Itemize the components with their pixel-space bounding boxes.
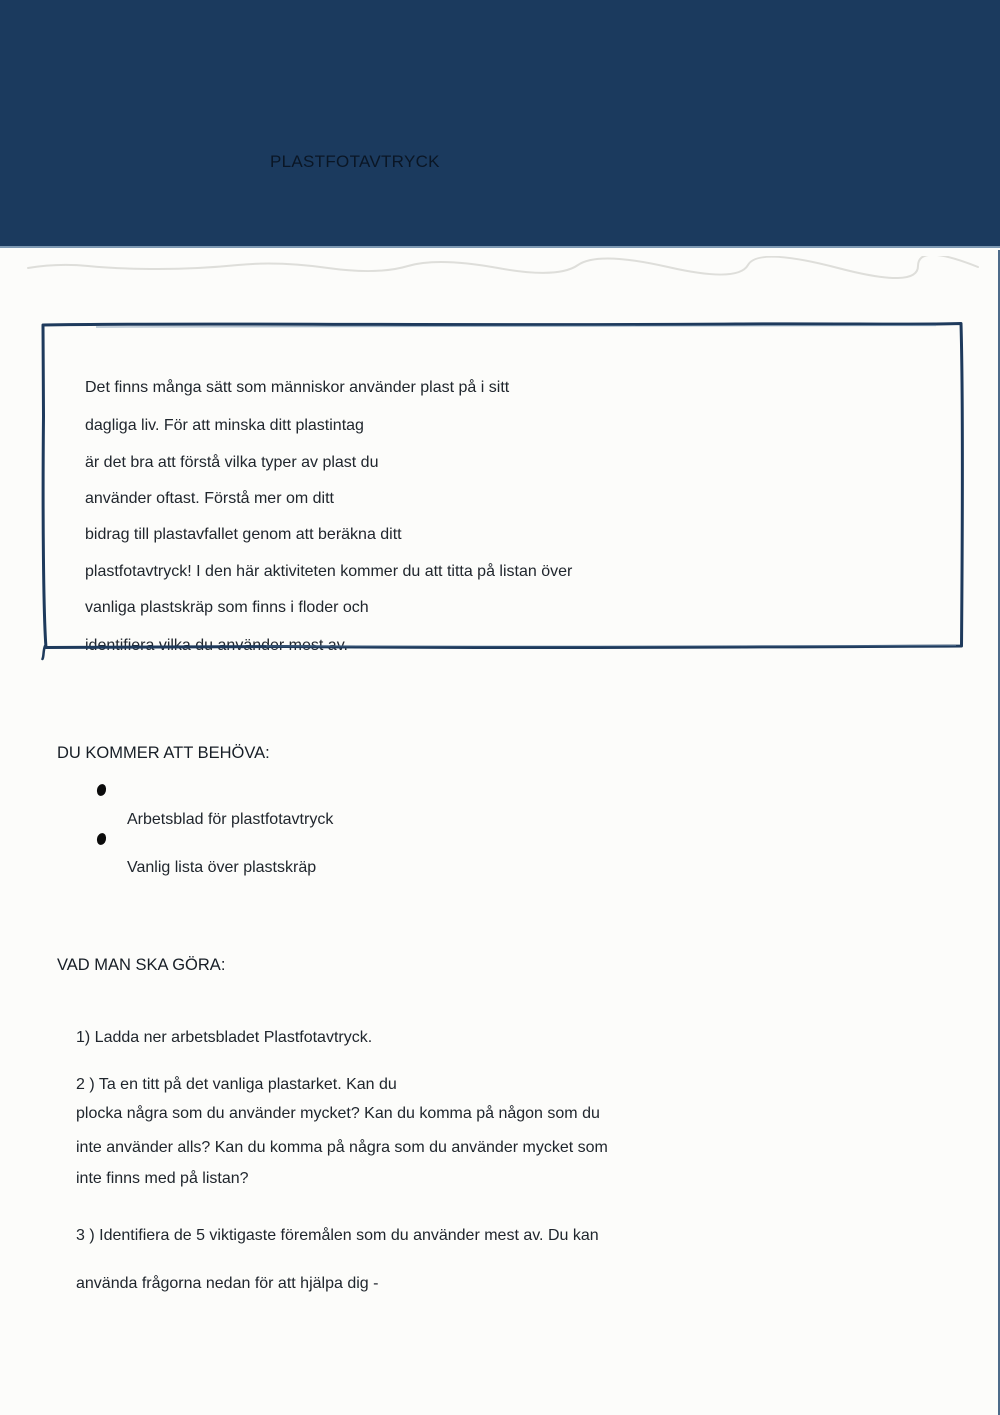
intro-line: plastfotavtryck! I den här aktiviteten kommer du att titta på listan över bbox=[85, 563, 573, 580]
intro-line: bidrag till plastavfallet genom att beräkna ditt bbox=[85, 526, 402, 543]
intro-line: dagliga liv. För att minska ditt plastintag bbox=[85, 417, 364, 434]
intro-line: vanliga plastskräp som finns i floder och bbox=[85, 599, 369, 616]
step-2-line: plocka några som du använder mycket? Kan du komma på någon som du bbox=[76, 1105, 600, 1122]
intro-line: identifiera vilka du använder mest av. bbox=[85, 637, 348, 654]
step-2-line: inte använder alls? Kan du komma på några som du använder mycket som bbox=[76, 1139, 608, 1156]
page-title: PLASTFOTAVTRYCK bbox=[270, 152, 440, 171]
step-3-line: använda frågorna nedan för att hjälpa dig - bbox=[76, 1275, 379, 1292]
step-2-line: inte finns med på listan? bbox=[76, 1170, 249, 1187]
todo-section-heading: VAD MAN SKA GÖRA: bbox=[57, 956, 226, 974]
step-3-line: 3 ) Identifiera de 5 viktigaste föremålen som du använder mest av. Du kan bbox=[76, 1227, 599, 1244]
divider-scribble bbox=[0, 256, 1000, 280]
intro-line: Det finns många sätt som människor använder plast på i sitt bbox=[85, 379, 510, 396]
need-item: Arbetsblad för plastfotavtryck bbox=[127, 811, 334, 828]
step-1-line: 1) Ladda ner arbetsbladet Plastfotavtryck. bbox=[76, 1029, 373, 1046]
intro-line: är det bra att förstå vilka typer av plast du bbox=[85, 454, 379, 471]
need-section-heading: DU KOMMER ATT BEHÖVA: bbox=[57, 744, 270, 762]
bullet-dot-icon bbox=[96, 832, 108, 846]
step-2-line: 2 ) Ta en titt på det vanliga plastarket. Kan du bbox=[76, 1076, 397, 1093]
need-item: Vanlig lista över plastskräp bbox=[127, 859, 317, 876]
intro-line: använder oftast. Förstå mer om ditt bbox=[85, 490, 334, 507]
bullet-dot-icon bbox=[96, 783, 108, 797]
header-banner bbox=[0, 0, 1000, 248]
